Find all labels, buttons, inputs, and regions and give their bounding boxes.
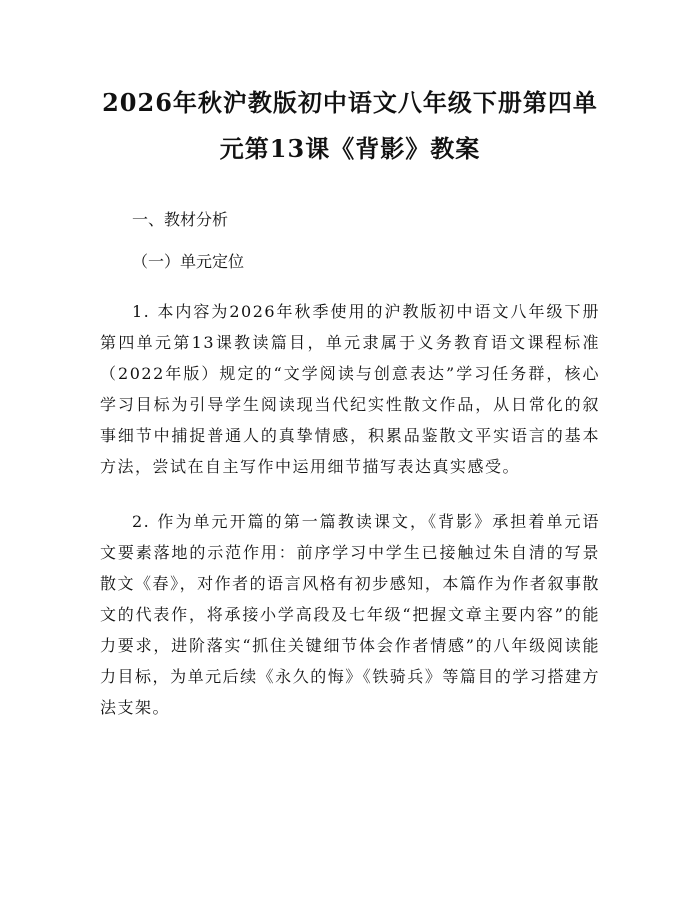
- subsection-heading: （一）单元定位: [132, 252, 245, 271]
- section-heading: 一、教材分析: [132, 210, 229, 229]
- paragraph: 2. 作为单元开篇的第一篇教读课文，《背影》承担着单元语文要素落地的示范作用：前序学习中学生已接触过朱自清的写景散文《春》，对作者的语言风格有初步感知，本篇作为作者叙事散文的代表作，将承接小学高段及七年级“把握文章主要内容”的能力要求，进阶落实“抓住关键细节体会作者情感”的八年级阅读能力目标，为单元后续《永久的悔》《铁骑兵》等篇目的学习搭建方法支架。: [100, 512, 600, 717]
- document-title: 2026年秋沪教版初中语文八年级下册第四单元第13课《背影》教案: [102, 88, 598, 163]
- paragraph: 1. 本内容为2026年秋季使用的沪教版初中语文八年级下册第四单元第13课教读篇目，单元隶属于义务教育语文课程标准（2022年版）规定的“文学阅读与创意表达”学习任务群，核心学习目标为引导学生阅读现当代纪实性散文作品，从日常化的叙事细节中捕捉普通人的真挚情感，积累品鉴散文平实语言的基本方法，尝试在自主写作中运用细节描写表达真实感受。: [100, 302, 600, 476]
